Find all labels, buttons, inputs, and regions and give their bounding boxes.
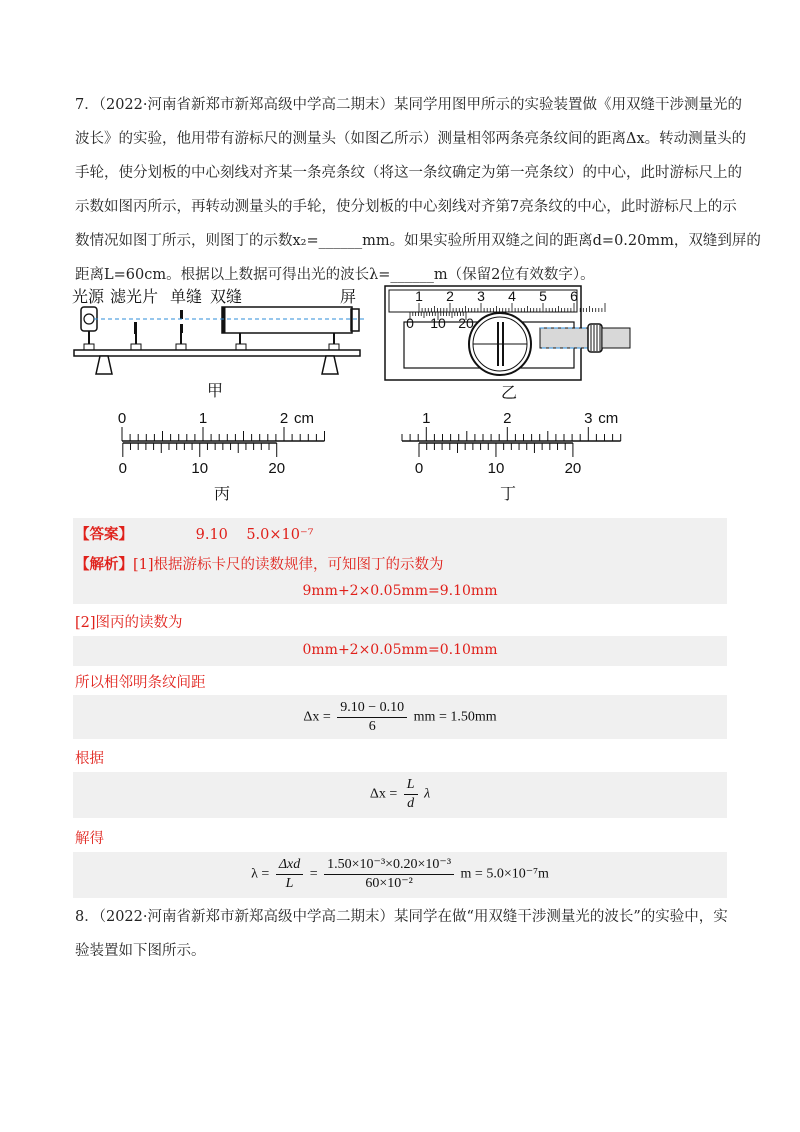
label-screen: 屏 xyxy=(340,289,357,306)
tick-label: 0 xyxy=(414,460,424,477)
tick-label: 10 xyxy=(191,460,209,477)
bing-scales xyxy=(118,410,325,477)
label-light-source: 光源 xyxy=(72,289,105,306)
tick-label: 4 xyxy=(508,288,516,304)
caption-bing: 丙 xyxy=(214,486,231,503)
f3-den1: L xyxy=(285,876,294,891)
answer-values: 9.10 5.0×10⁻⁷ xyxy=(195,527,314,543)
tick-label: 1 xyxy=(198,410,208,427)
tick-label: 20 xyxy=(458,315,474,331)
f1-num: 9.10 − 0.10 xyxy=(337,699,407,718)
q7-line: 数情况如图丁所示，则图丁的示数x₂=______mm。如果实验所用双缝之间的距离d=0.20mm，双缝到屏的 xyxy=(75,233,761,249)
formula-1 xyxy=(73,699,727,736)
q7-line: 示数如图丙所示，再转动测量头的手轮，使分划板的中心刻线对齐第7亮条纹的中心，此时游标尺上的示 xyxy=(75,199,737,215)
tick-label: 5 xyxy=(539,288,547,304)
analysis-row xyxy=(75,554,444,576)
q7-line: 波长》的实验，他用带有游标尺的测量头（如图乙所示）测量相邻两条亮条纹间的距离Δx。转动测量头的 xyxy=(75,131,747,147)
answer-row xyxy=(75,524,313,546)
tick-label: 2 xyxy=(279,410,289,427)
analysis-tag: 【解析】 xyxy=(75,556,133,573)
tick-label: 0 xyxy=(118,460,127,477)
figure-ding xyxy=(390,405,630,505)
f2-den: d xyxy=(407,796,415,811)
analysis-intro: [1]根据游标卡尺的读数规律，可知图丁的示数为 xyxy=(133,557,444,573)
tick-label: cm xyxy=(294,410,314,427)
tick-label: 20 xyxy=(268,460,286,477)
calc-1: 9mm+2×0.05mm=9.10mm xyxy=(302,583,498,599)
tick-label: 20 xyxy=(564,460,582,477)
f3-den2: 60×10⁻² xyxy=(365,876,413,891)
tick-label: 10 xyxy=(430,315,446,331)
ding-scales xyxy=(402,410,621,477)
q8-line: 8．（2022·河南省新郑市新郑高级中学高二期末）某同学在做“用双缝干涉测量光的波长”的实验中，实 xyxy=(75,909,728,925)
question-8 xyxy=(75,900,728,968)
caption-yi: 乙 xyxy=(501,385,518,402)
answer-tag: 【答案】 xyxy=(75,526,133,543)
question-7 xyxy=(75,88,761,292)
tick-label: 0 xyxy=(117,410,127,427)
caption-ding: 丁 xyxy=(500,486,517,503)
f1-fraction xyxy=(337,699,407,736)
tick-label: 3 xyxy=(584,410,593,427)
formula-3 xyxy=(73,856,727,893)
tick-label: 0 xyxy=(406,315,414,331)
f3-fraction-1 xyxy=(276,856,303,893)
label-double-slit: 双缝 xyxy=(210,289,243,306)
q7-line: 手轮，使分划板的中心刻线对齐某一条亮条纹（将这一条纹确定为第一亮条纹）的中心，此时游标尺上的 xyxy=(75,165,742,181)
tick-label: 10 xyxy=(487,460,505,477)
step-3: 所以相邻明条纹间距 xyxy=(75,675,206,691)
step-4: 根据 xyxy=(75,751,104,767)
f3-num1: Δxd xyxy=(276,856,303,875)
label-filter: 滤光片 xyxy=(110,289,159,306)
figure-jia xyxy=(72,282,372,400)
f1-den: 6 xyxy=(368,719,376,734)
f2-rhs: λ xyxy=(424,786,431,802)
q7-line: 7．（2022·河南省新郑市新郑高级中学高二期末）某同学用图甲所示的实验装置做《用双缝干涉测量光的 xyxy=(75,97,742,113)
f3-eq: = xyxy=(309,866,318,882)
tick-label: 6 xyxy=(570,288,578,304)
tick-label: 2 xyxy=(503,410,512,427)
label-single-slit: 单缝 xyxy=(170,289,203,306)
tick-label: cm xyxy=(598,410,619,427)
f2-lhs: Δx = xyxy=(369,786,398,802)
formula-2 xyxy=(73,776,727,813)
figure-bing xyxy=(110,405,330,505)
f2-fraction xyxy=(404,776,418,813)
f1-rhs: mm = 1.50mm xyxy=(413,709,497,725)
q8-line: 验装置如下图所示。 xyxy=(75,943,206,959)
step-2: [2]图丙的读数为 xyxy=(75,615,183,631)
q7-line: 距离L=60cm。根据以上数据可得出光的波长λ=______m（保留2位有效数字）。 xyxy=(75,267,595,283)
f3-lhs: λ = xyxy=(251,866,270,882)
f3-fraction-2 xyxy=(324,856,454,893)
f3-num2: 1.50×10⁻³×0.20×10⁻³ xyxy=(324,856,454,875)
tick-label: 1 xyxy=(422,410,431,427)
f3-rhs: m = 5.0×10⁻⁷m xyxy=(460,866,549,882)
calc-2: 0mm+2×0.05mm=0.10mm xyxy=(302,642,498,658)
caption-jia: 甲 xyxy=(207,383,224,400)
step-5: 解得 xyxy=(75,831,104,847)
tick-label: 2 xyxy=(446,288,454,304)
f1-lhs: Δx = xyxy=(303,709,331,725)
f2-num: L xyxy=(404,776,418,795)
tick-label: 3 xyxy=(477,288,485,304)
figure-yi xyxy=(382,282,642,402)
tick-label: 1 xyxy=(415,288,423,304)
